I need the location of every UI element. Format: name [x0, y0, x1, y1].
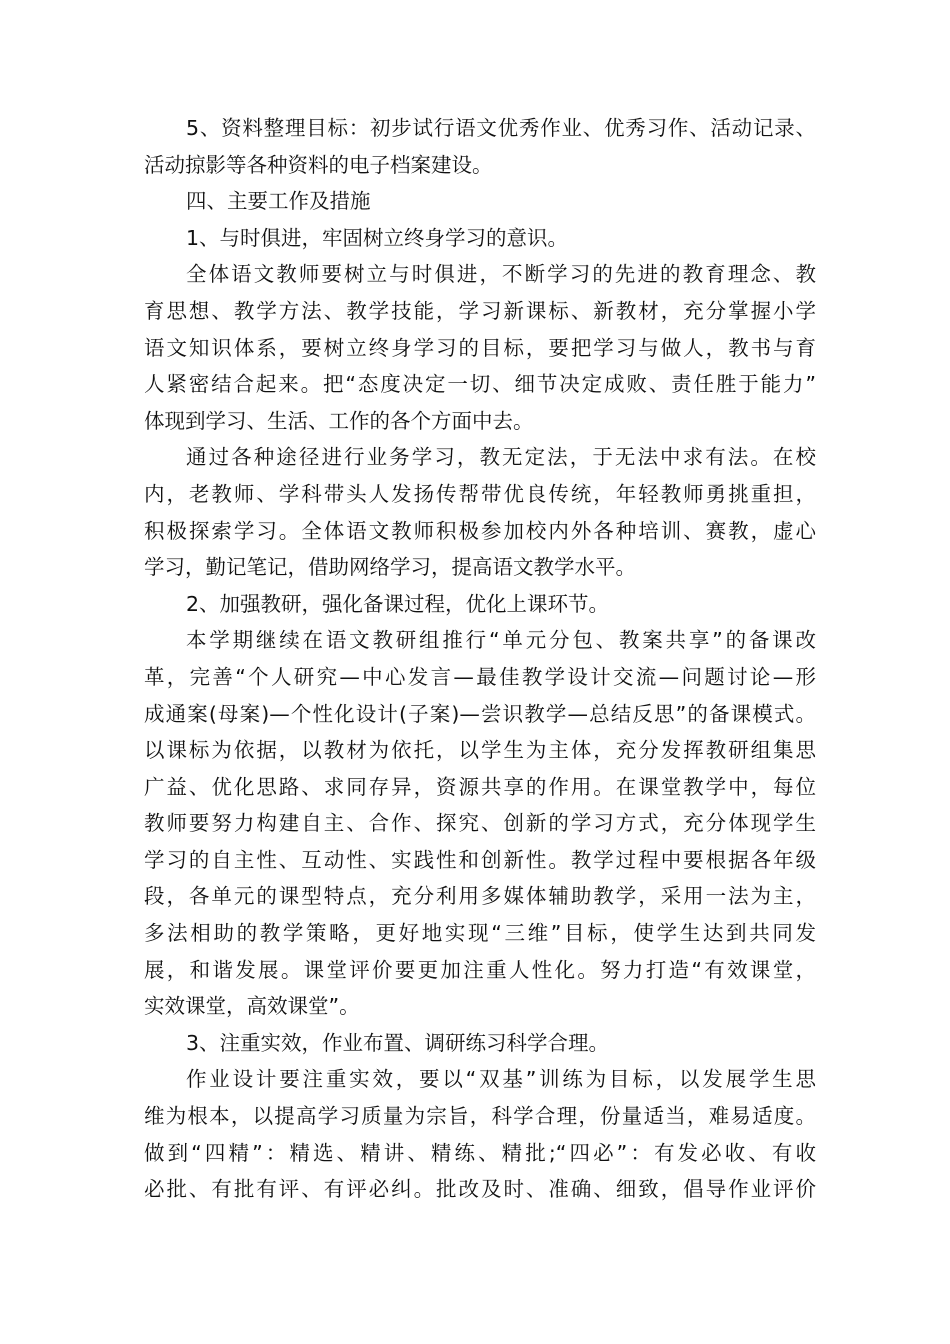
paragraph-2-line-1: 通过各种途径进行业务学习，教无定法，于无法中求有法。在校: [186, 445, 816, 470]
paragraph-goal-5-line-2: 活动掠影等各种资料的电子档案建设。: [144, 152, 493, 177]
subheading-1: 1、与时俱进，牢固树立终身学习的意识。: [186, 225, 569, 250]
paragraph-3-line-1: 本学期继续在语文教研组推行“单元分包、教案共享”的备课改: [186, 628, 816, 653]
paragraph-3-line-6: 教师要努力构建自主、合作、探究、创新的学习方式，充分体现学生: [144, 811, 816, 836]
paragraph-4-line-3: 做到“四精”：精选、精讲、精练、精批;“四必”：有发必收、有收: [144, 1140, 816, 1165]
paragraph-3-line-8: 段，各单元的课型特点，充分利用多媒体辅助教学，采用一法为主，: [144, 884, 816, 909]
paragraph-3-line-5: 广益、优化思路、求同存异，资源共享的作用。在课堂教学中，每位: [144, 774, 816, 799]
paragraph-goal-5-line-1: 5、资料整理目标：初步试行语文优秀作业、优秀习作、活动记录、: [186, 116, 816, 140]
paragraph-2-line-2: 内，老教师、学科带头人发扬传帮带优良传统，年轻教师勇挑重担，: [144, 481, 816, 506]
document-body: [144, 110, 816, 1208]
paragraph-4-line-4: 必批、有批有评、有评必纠。批改及时、准确、细致，倡导作业评价: [144, 1177, 816, 1202]
subheading-2: 2、加强教研，强化备课过程，优化上课环节。: [186, 591, 610, 616]
paragraph-3-line-11: 实效课堂，高效课堂”。: [144, 994, 360, 1019]
paragraph-1-line-5: 体现到学习、生活、工作的各个方面中去。: [144, 408, 534, 433]
section-heading-4: 四、主要工作及措施: [186, 189, 371, 214]
paragraph-1-line-3: 语文知识体系，要树立终身学习的目标，要把学习与做人，教书与育: [144, 335, 816, 360]
paragraph-3-line-3: 成通案(母案)—个性化设计(子案)—尝识教学—总结反思”的备课模式。: [144, 701, 816, 726]
paragraph-1-line-2: 育思想、教学方法、教学技能，学习新课标、新教材，充分掌握小学: [144, 298, 816, 323]
paragraph-1-line-1: 全体语文教师要树立与时俱进，不断学习的先进的教育理念、教: [186, 262, 816, 287]
paragraph-4-line-2: 维为根本，以提高学习质量为宗旨，科学合理，份量适当，难易适度。: [144, 1104, 816, 1129]
paragraph-1-line-4: 人紧密结合起来。把“态度决定一切、细节决定成败、责任胜于能力”: [144, 372, 816, 397]
paragraph-4-line-1: 作业设计要注重实效，要以“双基”训练为目标，以发展学生思: [186, 1067, 816, 1092]
paragraph-2-line-4: 学习，勤记笔记，借助网络学习，提高语文教学水平。: [144, 555, 636, 580]
paragraph-2-line-3: 积极探索学习。全体语文教师积极参加校内外各种培训、赛教，虚心: [144, 518, 816, 543]
subheading-3: 3、注重实效，作业布置、调研练习科学合理。: [186, 1030, 610, 1055]
paragraph-3-line-10: 展，和谐发展。课堂评价要更加注重人性化。努力打造“有效课堂，: [144, 957, 816, 982]
paragraph-3-line-7: 学习的自主性、互动性、实践性和创新性。教学过程中要根据各年级: [144, 847, 816, 872]
paragraph-3-line-9: 多法相助的教学策略，更好地实现“三维”目标，使学生达到共同发: [144, 921, 816, 946]
paragraph-3-line-4: 以课标为依据，以教材为依托，以学生为主体，充分发挥教研组集思: [144, 738, 816, 763]
paragraph-3-line-2: 革，完善“个人研究—中心发言—最佳教学设计交流—问题讨论—形: [144, 664, 816, 689]
